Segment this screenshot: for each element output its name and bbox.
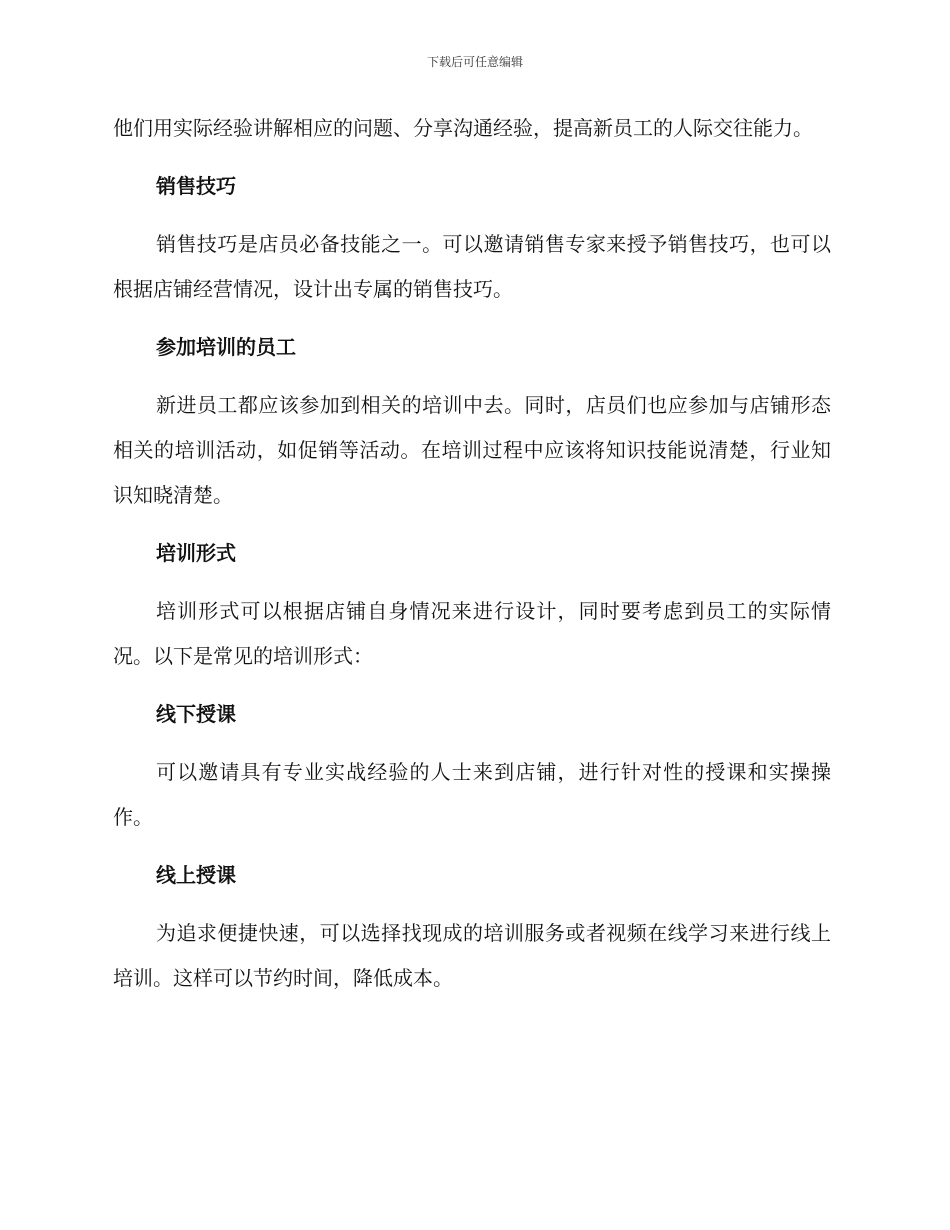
paragraph-sales-skills: 销售技巧是店员必备技能之一。可以邀请销售专家来授予销售技巧，也可以根据店铺经营情况，设计出专属的销售技巧。: [113, 232, 831, 301]
heading-sales-skills: 销售技巧: [156, 174, 236, 198]
paragraph-training-forms: 培训形式可以根据店铺自身情况来进行设计，同时要考虑到员工的实际情况。以下是常见的培训形式：: [113, 599, 831, 668]
heading-trainees: 参加培训的员工: [156, 335, 296, 359]
paragraph-continuation: 他们用实际经验讲解相应的问题、分享沟通经验，提高新员工的人际交往能力。: [113, 116, 813, 140]
heading-online-class: 线上授课: [156, 863, 236, 887]
document-body: [113, 106, 831, 1001]
heading-training-forms: 培训形式: [156, 541, 236, 565]
heading-offline-class: 线下授课: [156, 702, 236, 726]
page-header-note: 下载后可任意编辑: [426, 55, 523, 69]
paragraph-online-class: 为追求便捷快速，可以选择找现成的培训服务或者视频在线学习来进行线上培训。这样可以节约时间，降低成本。: [113, 921, 831, 990]
paragraph-offline-class: 可以邀请具有专业实战经验的人士来到店铺，进行针对性的授课和实操操作。: [113, 760, 831, 829]
paragraph-trainees: 新进员工都应该参加到相关的培训中去。同时，店员们也应参加与店铺形态相关的培训活动，如促销等活动。在培训过程中应该将知识技能说清楚，行业知识知晓清楚。: [113, 393, 831, 507]
